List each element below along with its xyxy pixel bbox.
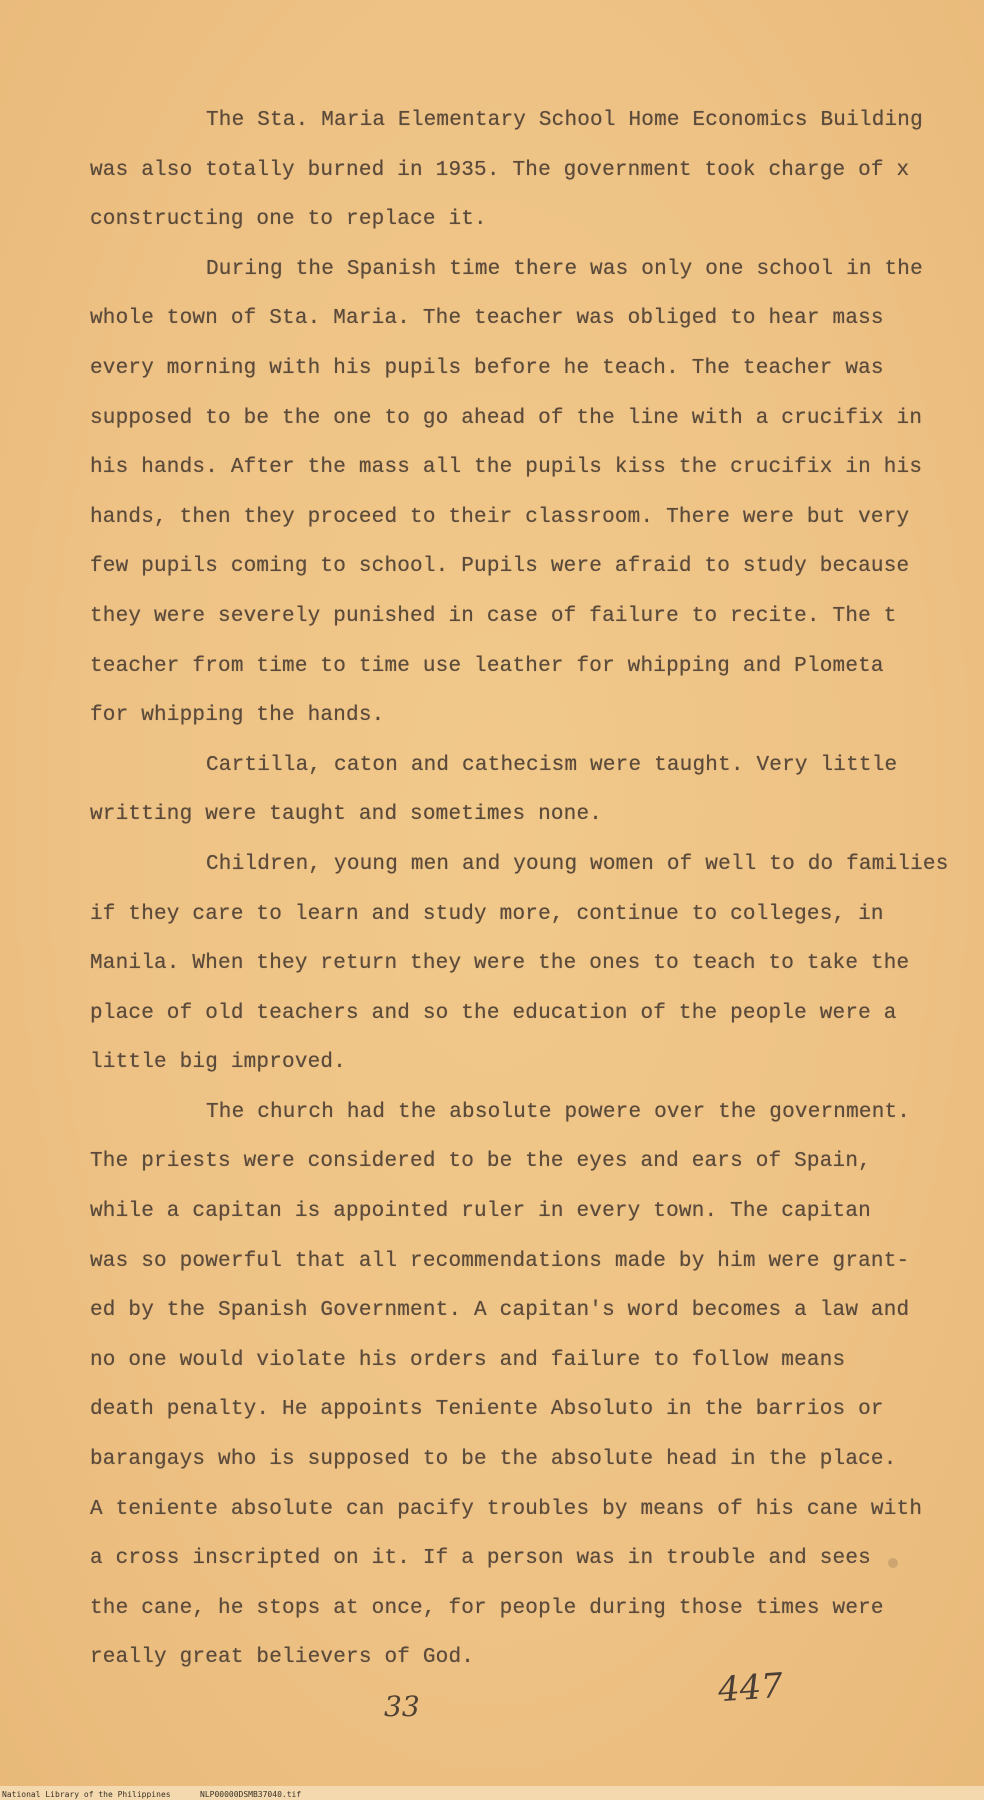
text-line: while a capitan is appointed ruler in every town. The capitan [90, 1200, 871, 1224]
text-line: writting were taught and sometimes none. [90, 803, 603, 827]
text-line: if they care to learn and study more, continue to colleges, in [90, 902, 884, 926]
text-line: The church had the absolute powere over the government. [206, 1100, 911, 1124]
handwritten-annotation: 447 [716, 1665, 785, 1711]
text-line: During the Spanish time there was only one school in the [206, 257, 923, 281]
text-line: a cross inscripted on it. If a person was in trouble and sees [90, 1547, 871, 1571]
text-line: his hands. After the mass all the pupils kiss the crucifix in his [90, 456, 923, 480]
text-line: Manila. When they return they were the ones to teach to take the [90, 952, 910, 976]
text-line: The Sta. Maria Elementary School Home Economics Building [206, 109, 923, 132]
text-line: the cane, he stops at once, for people during those times were [90, 1596, 884, 1620]
footer-library-name: National Library of the Philippines [2, 1790, 171, 1799]
text-line: A teniente absolute can pacify troubles by means of his cane with [90, 1497, 923, 1521]
text-line: death penalty. He appoints Teniente Absoluto in the barrios or [90, 1398, 884, 1422]
text-line: no one would violate his orders and failure to follow means [90, 1348, 846, 1372]
scan-footer [0, 1786, 984, 1800]
text-line: really great believers of God. [90, 1646, 475, 1670]
text-line: they were severely punished in case of failure to recite. The t [90, 604, 897, 628]
footer-file-name: NLP00000DSMB37040.tif [200, 1790, 302, 1799]
text-line: few pupils coming to school. Pupils were afraid to study because [90, 555, 910, 579]
text-line: whole town of Sta. Maria. The teacher was obliged to hear mass [90, 307, 884, 331]
text-line: barangays who is supposed to be the absolute head in the place. [90, 1448, 897, 1472]
text-line: every morning with his pupils before he teach. The teacher was [90, 356, 884, 380]
text-line: place of old teachers and so the education of the people were a [90, 1001, 897, 1025]
text-line: Children, young men and young women of well to do families [206, 852, 949, 876]
text-line: hands, then they proceed to their classroom. There were but very [90, 505, 910, 529]
text-line: Cartilla, caton and cathecism were taught. Very little [206, 753, 898, 777]
text-line: was also totally burned in 1935. The government took charge of x [90, 158, 910, 182]
text-line: for whipping the hands. [90, 704, 385, 728]
text-line: constructing one to replace it. [90, 208, 487, 232]
text-line: teacher from time to time use leather for whipping and Plometa [90, 654, 884, 678]
page-number: 33 [384, 1690, 420, 1723]
text-line: ed by the Spanish Government. A capitan's word becomes a law and [90, 1299, 910, 1323]
text-line: little big improved. [90, 1051, 347, 1075]
text-line: was so powerful that all recommendations made by him were grant- [90, 1249, 910, 1273]
text-line: supposed to be the one to go ahead of the line with a crucifix in [90, 406, 923, 430]
typed-text-body [90, 96, 949, 1683]
text-line: The priests were considered to be the eyes and ears of Spain, [90, 1150, 871, 1174]
paper-speck [888, 1558, 898, 1568]
